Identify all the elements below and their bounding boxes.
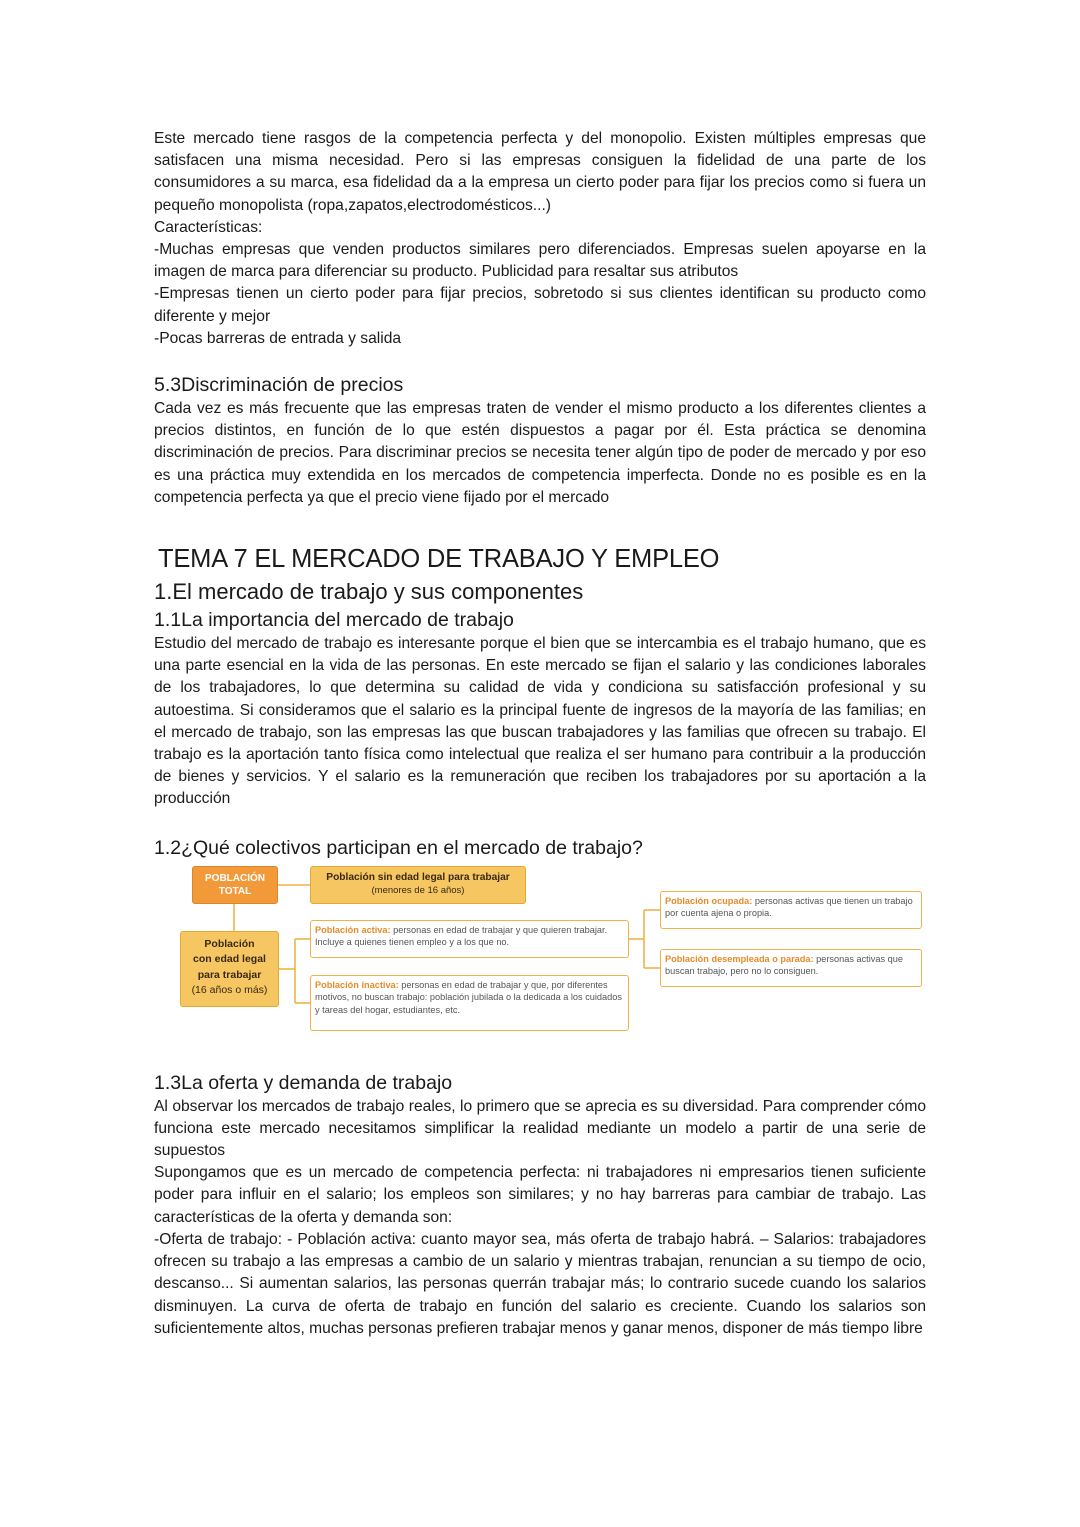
- section-1-3-paragraph: Supongamos que es un mercado de competencia perfecta: ni trabajadores ni empresarios tienen suficiente poder para influir en el salario; los empleos son similares; y no hay barreras para cambiar de trabajo. Las características de la oferta y demanda son:: [154, 1164, 926, 1226]
- underage-population-box: [310, 866, 526, 904]
- document-page: [154, 128, 926, 1340]
- working-age-label: con edad legal: [193, 953, 266, 966]
- section-heading-1-3: 1.3La oferta y demanda de trabajo: [154, 1071, 453, 1094]
- characteristics-label: Características:: [154, 218, 263, 236]
- employed-population-keyword: Población ocupada:: [665, 895, 753, 906]
- section-1-3-paragraph: -Oferta de trabajo: - Población activa: cuanto mayor sea, más oferta de trabajo habrá. – Salarios: trabajadores ofrecen su trabajo a las empresas a cambio de un salario y mientras trabajan, renuncian a su tiempo de ocio, descanso... Si aumentan salarios, las personas querrán trabajar más; lo contrario sucede cuando los salarios disminuyen. La curva de oferta de trabajo en función del salario es creciente. Cuando los salarios son suficientemente altos, muchas personas prefieren trabajar menos y ganar menos, disponer de más tiempo libre: [154, 1230, 926, 1337]
- total-population-label: TOTAL: [218, 885, 252, 897]
- unemployed-population-box: [660, 949, 922, 987]
- population-diagram: [154, 865, 926, 1043]
- characteristic-item: -Muchas empresas que venden productos similares pero diferenciados. Empresas suelen apoyarse en la imagen de marca para diferenciar su producto. Publicidad para resaltar sus atributos: [154, 241, 926, 281]
- working-age-population-box: [180, 931, 279, 1007]
- working-age-label: (16 años o más): [191, 984, 268, 997]
- inactive-population-keyword: Población inactiva:: [315, 979, 399, 990]
- total-population-label: POBLACIÓN: [205, 872, 265, 884]
- employed-population-text: personas activas que tienen un trabajo por cuenta ajena o propia.: [665, 895, 913, 919]
- characteristic-item: -Pocas barreras de entrada y salida: [154, 329, 402, 347]
- intro-paragraph: Este mercado tiene rasgos de la competencia perfecta y del monopolio. Existen múltiples empresas que satisfacen una misma necesidad. Pero si las empresas consiguen la fidelidad de una parte de los consumidores a su marca, esa fidelidad da a la empresa un cierto poder para fijar los precios como si fuera un pequeño monopolista (ropa,zapatos,electrodomésticos...): [154, 130, 926, 214]
- working-age-label: Población: [204, 937, 255, 950]
- section-heading-1-1: 1.1La importancia del mercado de trabajo: [154, 609, 514, 632]
- unemployed-population-text: personas activas que buscan trabajo, pero no lo consiguen.: [665, 953, 903, 977]
- active-population-text: personas en edad de trabajar y que quieren trabajar. Incluye a quienes tienen empleo y a los que no.: [315, 924, 608, 948]
- underage-population-note: (menores de 16 años): [371, 884, 465, 896]
- unemployed-population-keyword: Población desempleada o parada:: [665, 953, 814, 964]
- inactive-population-text: personas en edad de trabajar y que, por diferentes motivos, no buscan trabajo: población jubilada o la dedicada a los cuidados y tareas del hogar, estudiantes, etc.: [315, 979, 622, 1015]
- section-heading-5-3: 5.3Discriminación de precios: [154, 374, 404, 397]
- section-1-1-paragraph: Estudio del mercado de trabajo es interesante porque el bien que se intercambia es el trabajo humano, que es una parte esencial en la vida de las personas. En este mercado se fijan el salario y las condiciones laborales de los trabajadores, lo que determina su calidad de vida y condiciona su satisfacción profesional y su autoestima. Si consideramos que el salario es la principal fuente de ingresos de la mayoría de las familias; en el mercado de trabajo, son las empresas las que buscan trabajadores y las familias que ofrecen su trabajo. El trabajo es la aportación tanto física como intelectual que realiza el ser humano para contribuir a la producción de bienes y servicios. Y el salario es la remuneración que reciben los trabajadores por su aportación a la producción: [154, 635, 926, 808]
- section-1-3-paragraph: Al observar los mercados de trabajo reales, lo primero que se aprecia es su diversidad. Para comprender cómo funciona este mercado necesitamos simplificar la realidad mediante un modelo a partir de una serie de supuestos: [154, 1097, 926, 1160]
- active-population-keyword: Población activa:: [315, 924, 391, 935]
- working-age-label: para trabajar: [197, 968, 262, 981]
- section-heading-1-2: 1.2¿Qué colectivos participan en el mercado de trabajo?: [154, 836, 643, 859]
- section-5-3-paragraph: Cada vez es más frecuente que las empresas traten de vender el mismo producto a los diferentes clientes a precios distintos, en función de lo que estén dispuestos a pagar por él. Esta práctica se denomina discriminación de precios. Para discriminar precios se necesita tener algún tipo de poder de mercado y por eso es una práctica muy extendida en los mercados de competencia imperfecta. Donde no es posible es en la competencia perfecta ya que el precio viene fijado por el mercado: [154, 400, 926, 506]
- employed-population-box: [660, 891, 922, 929]
- chapter-title: TEMA 7 EL MERCADO DE TRABAJO Y EMPLEO: [158, 545, 720, 574]
- characteristic-item: -Empresas tienen un cierto poder para fijar precios, sobretodo si sus clientes identifican su producto como diferente y mejor: [154, 285, 926, 325]
- active-population-box: [310, 920, 629, 958]
- underage-population-title: Población sin edad legal para trabajar: [326, 871, 510, 883]
- total-population-box: [192, 866, 278, 904]
- section-heading-1: 1.El mercado de trabajo y sus componentes: [154, 579, 584, 605]
- inactive-population-box: [310, 975, 629, 1031]
